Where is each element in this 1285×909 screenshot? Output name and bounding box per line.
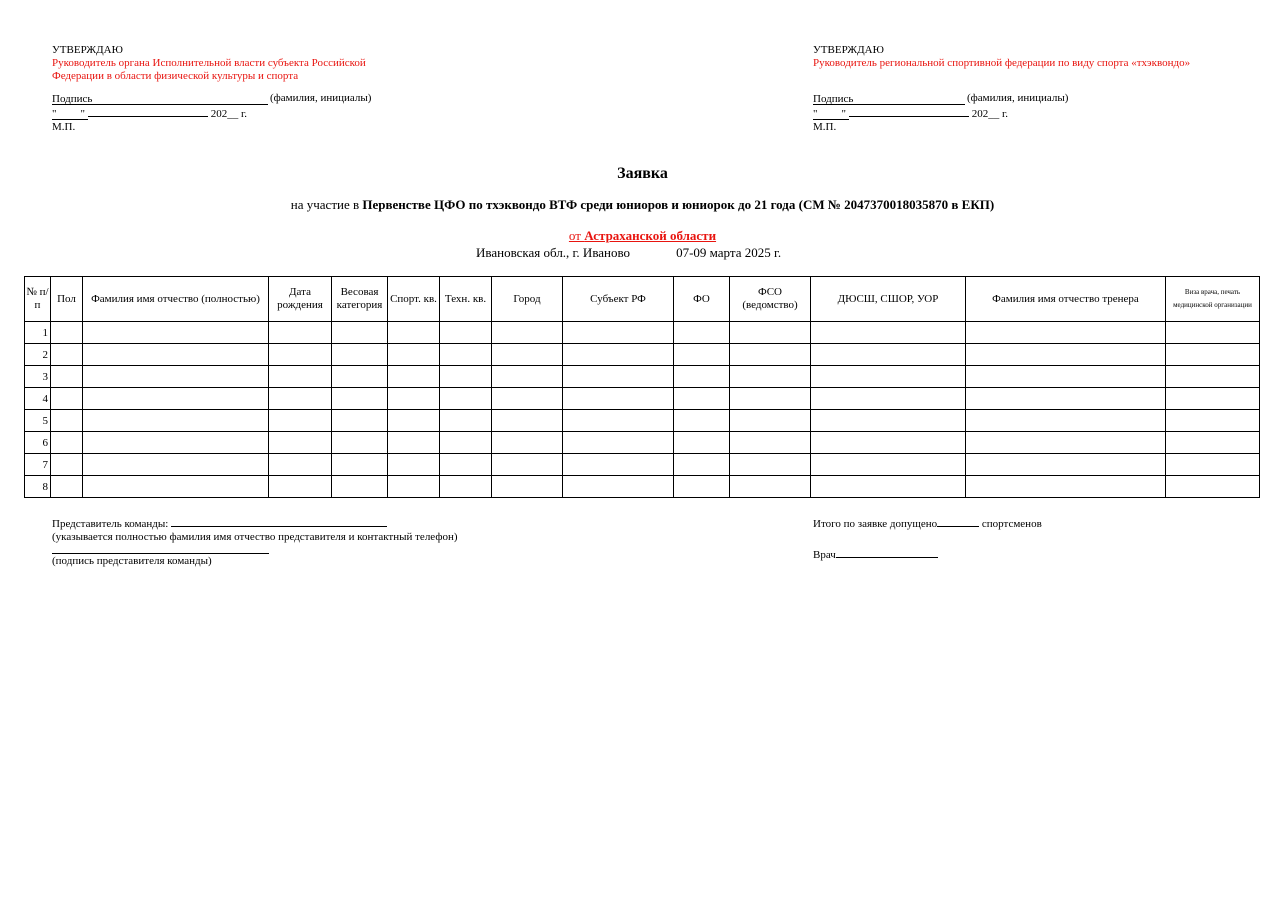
row-number: 6: [25, 432, 51, 454]
table-cell[interactable]: [674, 454, 730, 476]
table-cell[interactable]: [730, 344, 811, 366]
col-header-birth-date: Дата рождения: [269, 277, 332, 322]
table-row: [25, 344, 1260, 366]
approval-block-right: [813, 44, 1253, 134]
table-cell[interactable]: [440, 322, 492, 344]
stamp-label: М.П.: [52, 121, 76, 133]
table-cell[interactable]: [1166, 344, 1260, 366]
table-cell[interactable]: [966, 388, 1166, 410]
table-cell[interactable]: [674, 322, 730, 344]
table-cell[interactable]: [83, 366, 269, 388]
table-cell[interactable]: [563, 344, 674, 366]
stamp-label: М.П.: [813, 121, 837, 133]
table-cell[interactable]: [440, 476, 492, 498]
row-number: 3: [25, 366, 51, 388]
col-header-sport-rank: Спорт. кв.: [388, 277, 440, 322]
table-cell[interactable]: [563, 366, 674, 388]
table-cell[interactable]: [332, 454, 388, 476]
date-day-field[interactable]: " ": [52, 108, 88, 120]
row-number: 5: [25, 410, 51, 432]
approval-role-line: Руководитель органа Исполнительной власти субъекта Российской: [52, 57, 366, 69]
row-number: 7: [25, 454, 51, 476]
col-header-tech-rank: Техн. кв.: [440, 277, 492, 322]
row-number: 4: [25, 388, 51, 410]
date-month-field[interactable]: [88, 105, 208, 117]
col-header-sex: Пол: [51, 277, 83, 322]
table-cell[interactable]: [674, 388, 730, 410]
event-dates: 07-09 марта 2025 г.: [676, 245, 782, 260]
table-cell[interactable]: [966, 476, 1166, 498]
table-cell[interactable]: [966, 366, 1166, 388]
table-cell[interactable]: [332, 322, 388, 344]
table-cell[interactable]: [388, 366, 440, 388]
table-cell[interactable]: [1166, 410, 1260, 432]
table-cell[interactable]: [730, 476, 811, 498]
approval-heading: УТВЕРЖДАЮ: [52, 44, 123, 56]
table-cell[interactable]: [51, 388, 83, 410]
doctor-signature-field[interactable]: [836, 546, 938, 558]
table-cell[interactable]: [51, 322, 83, 344]
table-cell[interactable]: [332, 476, 388, 498]
col-header-full-name: Фамилия имя отчество (полностью): [83, 277, 269, 322]
table-cell[interactable]: [674, 366, 730, 388]
table-cell[interactable]: [811, 476, 966, 498]
col-header-coach-name: Фамилия имя отчество тренера: [966, 277, 1166, 322]
table-cell[interactable]: [83, 344, 269, 366]
table-cell[interactable]: [83, 454, 269, 476]
entries-table: [24, 276, 1260, 498]
table-cell[interactable]: [332, 388, 388, 410]
document-title: Заявка: [617, 165, 668, 182]
approval-role-line: Федерации в области физической культуры и спорта: [52, 70, 299, 82]
table-cell[interactable]: [1166, 454, 1260, 476]
table-cell[interactable]: [83, 388, 269, 410]
table-cell[interactable]: [1166, 432, 1260, 454]
table-cell[interactable]: [51, 454, 83, 476]
representative-field[interactable]: [171, 515, 387, 527]
table-cell[interactable]: [492, 344, 563, 366]
date-day-field[interactable]: " ": [813, 108, 849, 120]
approval-heading: УТВЕРЖДАЮ: [813, 44, 884, 56]
event-location: Ивановская обл., г. Иваново: [476, 245, 631, 260]
table-cell[interactable]: [674, 410, 730, 432]
table-cell[interactable]: [811, 454, 966, 476]
table-cell[interactable]: [269, 432, 332, 454]
table-cell[interactable]: [1166, 366, 1260, 388]
table-cell[interactable]: [563, 388, 674, 410]
table-cell[interactable]: [83, 476, 269, 498]
date-month-field[interactable]: [849, 105, 969, 117]
table-cell[interactable]: [388, 454, 440, 476]
table-cell[interactable]: [51, 432, 83, 454]
table-cell[interactable]: [83, 322, 269, 344]
table-row: [25, 454, 1260, 476]
total-count-field[interactable]: [937, 515, 979, 527]
table-cell[interactable]: [440, 410, 492, 432]
table-cell[interactable]: [492, 410, 563, 432]
signature-line: [813, 92, 1253, 105]
table-cell[interactable]: [563, 322, 674, 344]
table-cell[interactable]: [563, 410, 674, 432]
document-subtitle: на участие в Первенстве ЦФО по тхэквондо ВТФ среди юниоров и юниорок до 21 года (СМ № 2047370018035870 в ЕКП): [290, 197, 995, 212]
col-header-sport-society: ФСО (ведомство): [730, 277, 811, 322]
table-cell[interactable]: [332, 366, 388, 388]
table-cell[interactable]: [492, 388, 563, 410]
signature-line: [52, 92, 432, 105]
table-cell[interactable]: [674, 344, 730, 366]
footer-totals: [813, 515, 1042, 562]
table-cell[interactable]: [1166, 322, 1260, 344]
table-cell[interactable]: [51, 410, 83, 432]
table-cell[interactable]: [269, 454, 332, 476]
table-row: [25, 366, 1260, 388]
table-cell[interactable]: [332, 432, 388, 454]
table-cell[interactable]: [1166, 476, 1260, 498]
table-cell[interactable]: [269, 388, 332, 410]
table-row: [25, 476, 1260, 498]
table-cell[interactable]: [563, 432, 674, 454]
representative-signature-field[interactable]: (подпись представителя команды): [52, 553, 269, 568]
table-cell[interactable]: [563, 454, 674, 476]
table-cell[interactable]: [388, 476, 440, 498]
table-cell[interactable]: [811, 432, 966, 454]
approval-role-line: Руководитель региональной спортивной федерации по виду спорта «тхэквондо»: [813, 57, 1191, 69]
table-cell[interactable]: [811, 410, 966, 432]
signature-note: (фамилия, инициалы): [270, 92, 372, 104]
table-cell[interactable]: [492, 366, 563, 388]
col-header-number: № п/п: [25, 277, 51, 322]
representative-signature: [52, 553, 458, 568]
region-name: Астраханской области: [584, 228, 717, 243]
table-cell[interactable]: [492, 432, 563, 454]
table-cell[interactable]: [332, 410, 388, 432]
table-cell[interactable]: [730, 388, 811, 410]
table-cell[interactable]: [83, 432, 269, 454]
table-cell[interactable]: [563, 476, 674, 498]
table-cell[interactable]: [269, 366, 332, 388]
table-cell[interactable]: [966, 322, 1166, 344]
table-cell[interactable]: [730, 322, 811, 344]
table-cell[interactable]: [730, 454, 811, 476]
table-cell[interactable]: [730, 366, 811, 388]
table-cell[interactable]: [966, 454, 1166, 476]
table-cell[interactable]: [269, 344, 332, 366]
footer-representative: [52, 515, 458, 568]
table-row: [25, 432, 1260, 454]
col-header-city: Город: [492, 277, 563, 322]
table-cell[interactable]: [730, 410, 811, 432]
representative-label: Представитель команды:: [52, 518, 169, 530]
col-header-doctor-visa: Виза врача, печать медицинской организации: [1166, 277, 1260, 322]
row-number: 8: [25, 476, 51, 498]
total-suffix: спортсменов: [981, 518, 1042, 530]
row-number: 2: [25, 344, 51, 366]
table-cell[interactable]: [332, 344, 388, 366]
col-header-school: ДЮСШ, СШОР, УОР: [811, 277, 966, 322]
table-row: [25, 410, 1260, 432]
total-prefix: Итого по заявке допущено: [813, 518, 938, 530]
table-cell[interactable]: [811, 344, 966, 366]
table-cell[interactable]: [269, 410, 332, 432]
table-cell[interactable]: [388, 432, 440, 454]
table-cell[interactable]: [966, 344, 1166, 366]
table-cell[interactable]: [674, 432, 730, 454]
table-cell[interactable]: [811, 366, 966, 388]
table-cell[interactable]: [269, 322, 332, 344]
table-cell[interactable]: [388, 410, 440, 432]
from-region-line: от Астраханской области: [568, 228, 717, 243]
table-cell[interactable]: [440, 344, 492, 366]
table-cell[interactable]: [388, 388, 440, 410]
table-cell[interactable]: [811, 322, 966, 344]
representative-note: (указывается полностью фамилия имя отчество представителя и контактный телефон): [52, 531, 458, 543]
table-cell[interactable]: [51, 366, 83, 388]
date-year: 202__ г.: [210, 108, 248, 120]
table-cell[interactable]: [388, 322, 440, 344]
col-header-weight-category: Весовая категория: [332, 277, 388, 322]
table-cell[interactable]: [492, 476, 563, 498]
table-cell[interactable]: [440, 366, 492, 388]
approval-block-left: [52, 44, 432, 134]
date-line: [52, 105, 432, 121]
table-cell[interactable]: [492, 454, 563, 476]
date-line: [813, 105, 1253, 121]
table-cell[interactable]: [440, 454, 492, 476]
table-cell[interactable]: [730, 432, 811, 454]
table-header-row: [25, 277, 1260, 322]
signature-field[interactable]: Подпись: [52, 93, 268, 105]
table-cell[interactable]: [966, 432, 1166, 454]
table-row: [25, 388, 1260, 410]
table-cell[interactable]: [269, 476, 332, 498]
table-row: [25, 322, 1260, 344]
table-cell[interactable]: [440, 388, 492, 410]
table-cell[interactable]: [966, 410, 1166, 432]
signature-field[interactable]: Подпись: [813, 93, 965, 105]
table-cell[interactable]: [51, 344, 83, 366]
col-header-region: Субъект РФ: [563, 277, 674, 322]
table-cell[interactable]: [388, 344, 440, 366]
table-cell[interactable]: [440, 432, 492, 454]
competition-name: Первенстве ЦФО по тхэквондо ВТФ среди юниоров и юниорок до 21 года (СМ № 2047370018035870 в ЕКП): [362, 197, 995, 212]
col-header-federal-district: ФО: [674, 277, 730, 322]
table-cell[interactable]: [1166, 388, 1260, 410]
event-place-line: [476, 245, 781, 261]
doctor-label: Врач: [813, 549, 836, 561]
row-number: 1: [25, 322, 51, 344]
table-cell[interactable]: [51, 476, 83, 498]
table-cell[interactable]: [811, 388, 966, 410]
table-cell[interactable]: [674, 476, 730, 498]
date-year: 202__ г.: [971, 108, 1009, 120]
table-cell[interactable]: [492, 322, 563, 344]
signature-note: (фамилия, инициалы): [967, 92, 1069, 104]
table-cell[interactable]: [83, 410, 269, 432]
